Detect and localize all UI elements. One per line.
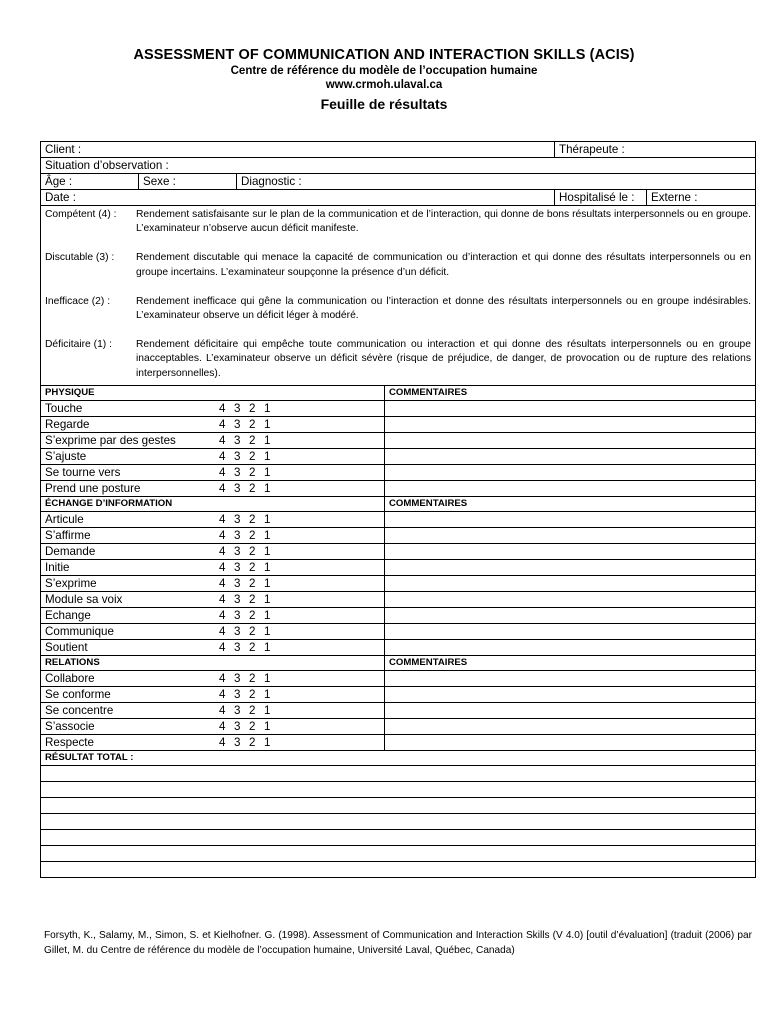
citation: Forsyth, K., Salamy, M., Simon, S. et Kielhofner. G. (1998). Assessment of Communication and Interaction Skills (V 4.0) [outil d’évaluation] (traduit (2006) par Gillet, M. du Centre de référence du modèle de l’occupation humaine, Université Laval, Québec, Canada) (44, 930, 752, 956)
score-option[interactable]: 3 (234, 560, 241, 574)
client-field[interactable]: Client : (41, 142, 555, 158)
score-option[interactable]: 3 (234, 719, 241, 733)
score-option[interactable]: 2 (249, 719, 256, 733)
score-option[interactable]: 1 (264, 576, 271, 590)
skill-cell (41, 433, 385, 449)
rating-definitions (41, 206, 756, 386)
score-option[interactable]: 2 (249, 576, 256, 590)
section-title: ÉCHANGE D’INFORMATION (41, 497, 385, 512)
score-option[interactable]: 3 (234, 608, 241, 622)
comment-cell[interactable] (385, 671, 756, 687)
score-option[interactable]: 3 (234, 624, 241, 638)
score-option[interactable]: 1 (264, 719, 271, 733)
comments-header: COMMENTAIRES (385, 656, 756, 671)
score-option[interactable]: 2 (249, 512, 256, 526)
score-option[interactable]: 1 (264, 465, 271, 479)
score-option[interactable]: 4 (219, 465, 226, 479)
blank-notes-row (41, 830, 756, 846)
rating-label: Discutable (3) : (45, 252, 115, 264)
centre-name: Centre de référence du modèle de l’occupation humaine (230, 65, 538, 77)
score-option[interactable]: 3 (234, 465, 241, 479)
score-option[interactable]: 2 (249, 608, 256, 622)
section-title: RELATIONS (41, 656, 385, 671)
score-option[interactable]: 1 (264, 481, 271, 495)
skill-label: Communique (45, 624, 114, 638)
score-option[interactable]: 1 (264, 687, 271, 701)
rating-label: Compétent (4) : (45, 209, 117, 220)
skill-row (41, 624, 756, 640)
document-header (0, 46, 768, 114)
comment-cell[interactable] (385, 417, 756, 433)
skill-cell (41, 528, 385, 544)
skill-cell (41, 544, 385, 560)
date-field[interactable]: Date : (41, 190, 555, 206)
skill-label: Initie (45, 560, 70, 574)
score-option[interactable]: 2 (249, 449, 256, 463)
comment-cell[interactable] (385, 608, 756, 624)
rating-label: Déficitaire (1) : (45, 338, 112, 350)
skill-row (41, 671, 756, 687)
skill-cell (41, 735, 385, 751)
skill-label: Respecte (45, 735, 94, 749)
blank-notes-row (41, 846, 756, 862)
score-option[interactable]: 2 (249, 640, 256, 654)
hospitalized-field[interactable]: Hospitalisé le : (555, 190, 647, 206)
diagnosis-field[interactable]: Diagnostic : (237, 174, 756, 190)
observation-situation-field[interactable]: Situation d’observation : (41, 158, 756, 174)
score-option[interactable]: 3 (234, 481, 241, 495)
blank-notes-row (41, 798, 756, 814)
skill-row (41, 703, 756, 719)
score-option[interactable]: 3 (234, 703, 241, 717)
skill-label: Soutient (45, 640, 88, 654)
skill-label: Echange (45, 608, 91, 622)
section-header-row (41, 656, 756, 671)
notes-cell[interactable] (41, 846, 756, 862)
score-option[interactable]: 4 (219, 417, 226, 431)
skill-label: Se tourne vers (45, 465, 121, 479)
comment-cell[interactable] (385, 481, 756, 497)
score-option[interactable]: 3 (234, 417, 241, 431)
comment-cell[interactable] (385, 703, 756, 719)
rating-definition (45, 338, 751, 381)
results-form (40, 141, 756, 878)
skill-cell (41, 608, 385, 624)
score-option[interactable]: 4 (219, 671, 226, 685)
skill-cell (41, 417, 385, 433)
rating-label: Inefficace (2) : (45, 295, 111, 307)
comment-cell[interactable] (385, 465, 756, 481)
rating-text: Rendement discutable qui menace la capacité de communication ou d’interaction et qui donne des résultats interpersonnels ou en groupe incertains. L’examinateur soupçonne la présence d’un déficit. (136, 252, 752, 278)
skill-label: Se conforme (45, 687, 111, 701)
score-option[interactable]: 2 (249, 624, 256, 638)
score-option[interactable]: 2 (249, 465, 256, 479)
score-option[interactable]: 3 (234, 433, 241, 447)
score-option[interactable]: 4 (219, 719, 226, 733)
score-option[interactable]: 2 (249, 544, 256, 558)
rating-definition (45, 208, 751, 237)
score-option[interactable]: 3 (234, 671, 241, 685)
notes-cell[interactable] (41, 798, 756, 814)
score-option[interactable]: 1 (264, 401, 271, 415)
skill-row (41, 417, 756, 433)
total-score-label: RÉSULTAT TOTAL : (41, 751, 756, 766)
score-option[interactable]: 1 (264, 624, 271, 638)
comment-cell[interactable] (385, 640, 756, 656)
comment-cell[interactable] (385, 624, 756, 640)
skill-row (41, 544, 756, 560)
score-option[interactable]: 4 (219, 592, 226, 606)
score-option[interactable]: 4 (219, 528, 226, 542)
skill-row (41, 719, 756, 735)
skill-label: Se concentre (45, 703, 114, 717)
skill-label: S’exprime (45, 576, 97, 590)
skill-row (41, 481, 756, 497)
skill-cell (41, 687, 385, 703)
skill-cell (41, 512, 385, 528)
blank-notes-row (41, 862, 756, 878)
score-option[interactable]: 2 (249, 703, 256, 717)
skill-label: Touche (45, 401, 83, 415)
skill-cell (41, 481, 385, 497)
skill-row (41, 608, 756, 624)
rating-text: Rendement inefficace qui gêne la communication ou l’interaction et donne des résultats interpersonnels ou en groupe indésirables. L’examinateur observe un déficit léger à modéré. (136, 295, 752, 322)
rating-text: Rendement satisfaisante sur le plan de la communication et de l’interaction, qui donne de bons résultats interpersonnels ou en groupe. L’examinateur n’observe aucun déficit manifeste. (136, 209, 752, 235)
score-option[interactable]: 4 (219, 640, 226, 654)
skill-cell (41, 401, 385, 417)
skill-label: Module sa voix (45, 592, 123, 606)
score-option[interactable]: 4 (219, 449, 226, 463)
skill-row (41, 401, 756, 417)
score-option[interactable]: 1 (264, 592, 271, 606)
score-option[interactable]: 3 (234, 449, 241, 463)
score-option[interactable]: 1 (264, 512, 271, 526)
score-option[interactable]: 2 (249, 417, 256, 431)
score-option[interactable]: 1 (264, 449, 271, 463)
notes-cell[interactable] (41, 782, 756, 798)
comment-cell[interactable] (385, 449, 756, 465)
score-option[interactable]: 3 (234, 401, 241, 415)
score-option[interactable]: 4 (219, 687, 226, 701)
score-option[interactable]: 3 (234, 592, 241, 606)
comments-header: COMMENTAIRES (385, 386, 756, 401)
comment-cell[interactable] (385, 544, 756, 560)
skill-label: S’exprime par des gestes (45, 433, 176, 447)
score-option[interactable]: 1 (264, 735, 271, 749)
comment-cell[interactable] (385, 528, 756, 544)
score-option[interactable]: 3 (234, 528, 241, 542)
blank-notes-row (41, 782, 756, 798)
score-option[interactable]: 1 (264, 528, 271, 542)
sheet-title: Feuille de résultats (320, 96, 448, 112)
blank-notes-row (41, 766, 756, 782)
score-option[interactable]: 1 (264, 703, 271, 717)
skill-cell (41, 671, 385, 687)
rating-text: Rendement déficitaire qui empêche toute communication ou interaction et qui donne des résultats interpersonnels ou en groupe inacceptables. L’examinateur observe un déficit sévère (risque de préjudice, de danger, de provocation ou de rupture des relations interpersonnelles). (136, 338, 752, 379)
notes-cell[interactable] (41, 830, 756, 846)
score-option[interactable]: 3 (234, 544, 241, 558)
score-option[interactable]: 4 (219, 624, 226, 638)
skill-cell (41, 640, 385, 656)
score-option[interactable]: 4 (219, 433, 226, 447)
skill-row (41, 465, 756, 481)
age-field[interactable]: Âge : (41, 174, 139, 190)
skill-label: Demande (45, 544, 96, 558)
skill-label: Prend une posture (45, 481, 141, 495)
score-option[interactable]: 1 (264, 640, 271, 654)
skill-label: Regarde (45, 417, 90, 431)
score-option[interactable]: 3 (234, 512, 241, 526)
comment-cell[interactable] (385, 592, 756, 608)
comment-cell[interactable] (385, 576, 756, 592)
notes-cell[interactable] (41, 814, 756, 830)
skill-label: Articule (45, 512, 84, 526)
score-option[interactable]: 2 (249, 592, 256, 606)
score-option[interactable]: 2 (249, 401, 256, 415)
skill-cell (41, 576, 385, 592)
score-option[interactable]: 2 (249, 433, 256, 447)
score-option[interactable]: 3 (234, 640, 241, 654)
skill-label: Collabore (45, 671, 95, 685)
score-option[interactable]: 4 (219, 512, 226, 526)
score-option[interactable]: 1 (264, 417, 271, 431)
comment-cell[interactable] (385, 719, 756, 735)
blank-notes-row (41, 814, 756, 830)
total-row (41, 751, 756, 766)
score-option[interactable]: 2 (249, 671, 256, 685)
score-option[interactable]: 2 (249, 735, 256, 749)
score-option[interactable]: 2 (249, 528, 256, 542)
score-option[interactable]: 1 (264, 608, 271, 622)
external-field[interactable]: Externe : (647, 190, 756, 206)
section-title: PHYSIQUE (41, 386, 385, 401)
skill-row (41, 592, 756, 608)
section-header-row (41, 386, 756, 401)
skill-row (41, 640, 756, 656)
skill-row (41, 449, 756, 465)
website-link[interactable]: www.crmoh.ulaval.ca (325, 79, 443, 91)
score-option[interactable]: 1 (264, 560, 271, 574)
skill-row (41, 433, 756, 449)
score-option[interactable]: 4 (219, 608, 226, 622)
score-option[interactable]: 3 (234, 735, 241, 749)
score-option[interactable]: 4 (219, 401, 226, 415)
score-option[interactable]: 2 (249, 481, 256, 495)
score-option[interactable]: 3 (234, 687, 241, 701)
skill-row (41, 576, 756, 592)
comment-cell[interactable] (385, 735, 756, 751)
comment-cell[interactable] (385, 512, 756, 528)
skill-cell (41, 703, 385, 719)
notes-cell[interactable] (41, 862, 756, 878)
comment-cell[interactable] (385, 560, 756, 576)
therapist-field[interactable]: Thérapeute : (555, 142, 756, 158)
comments-header: COMMENTAIRES (385, 497, 756, 512)
skill-row (41, 528, 756, 544)
score-option[interactable]: 1 (264, 544, 271, 558)
skill-cell (41, 719, 385, 735)
notes-cell[interactable] (41, 766, 756, 782)
sex-field[interactable]: Sexe : (139, 174, 237, 190)
score-option[interactable]: 2 (249, 560, 256, 574)
score-option[interactable]: 1 (264, 433, 271, 447)
rating-definition (45, 295, 751, 324)
score-option[interactable]: 4 (219, 703, 226, 717)
comment-cell[interactable] (385, 687, 756, 703)
section-header-row (41, 497, 756, 512)
skill-row (41, 687, 756, 703)
score-option[interactable]: 4 (219, 576, 226, 590)
score-option[interactable]: 1 (264, 671, 271, 685)
rating-definition (45, 251, 751, 280)
comment-cell[interactable] (385, 433, 756, 449)
skill-label: S’associe (45, 719, 95, 733)
skill-cell (41, 449, 385, 465)
comment-cell[interactable] (385, 401, 756, 417)
skill-cell (41, 465, 385, 481)
skill-cell (41, 592, 385, 608)
skill-row (41, 735, 756, 751)
skill-row (41, 560, 756, 576)
score-option[interactable]: 3 (234, 576, 241, 590)
skill-cell (41, 624, 385, 640)
skill-label: S’affirme (45, 528, 91, 542)
skill-label: S’ajuste (45, 449, 87, 463)
score-option[interactable]: 4 (219, 544, 226, 558)
score-option[interactable]: 4 (219, 560, 226, 574)
skill-row (41, 512, 756, 528)
score-option[interactable]: 2 (249, 687, 256, 701)
skill-cell (41, 560, 385, 576)
score-option[interactable]: 4 (219, 735, 226, 749)
score-option[interactable]: 4 (219, 481, 226, 495)
document-title: ASSESSMENT OF COMMUNICATION AND INTERACTION SKILLS (ACIS) (133, 47, 635, 63)
